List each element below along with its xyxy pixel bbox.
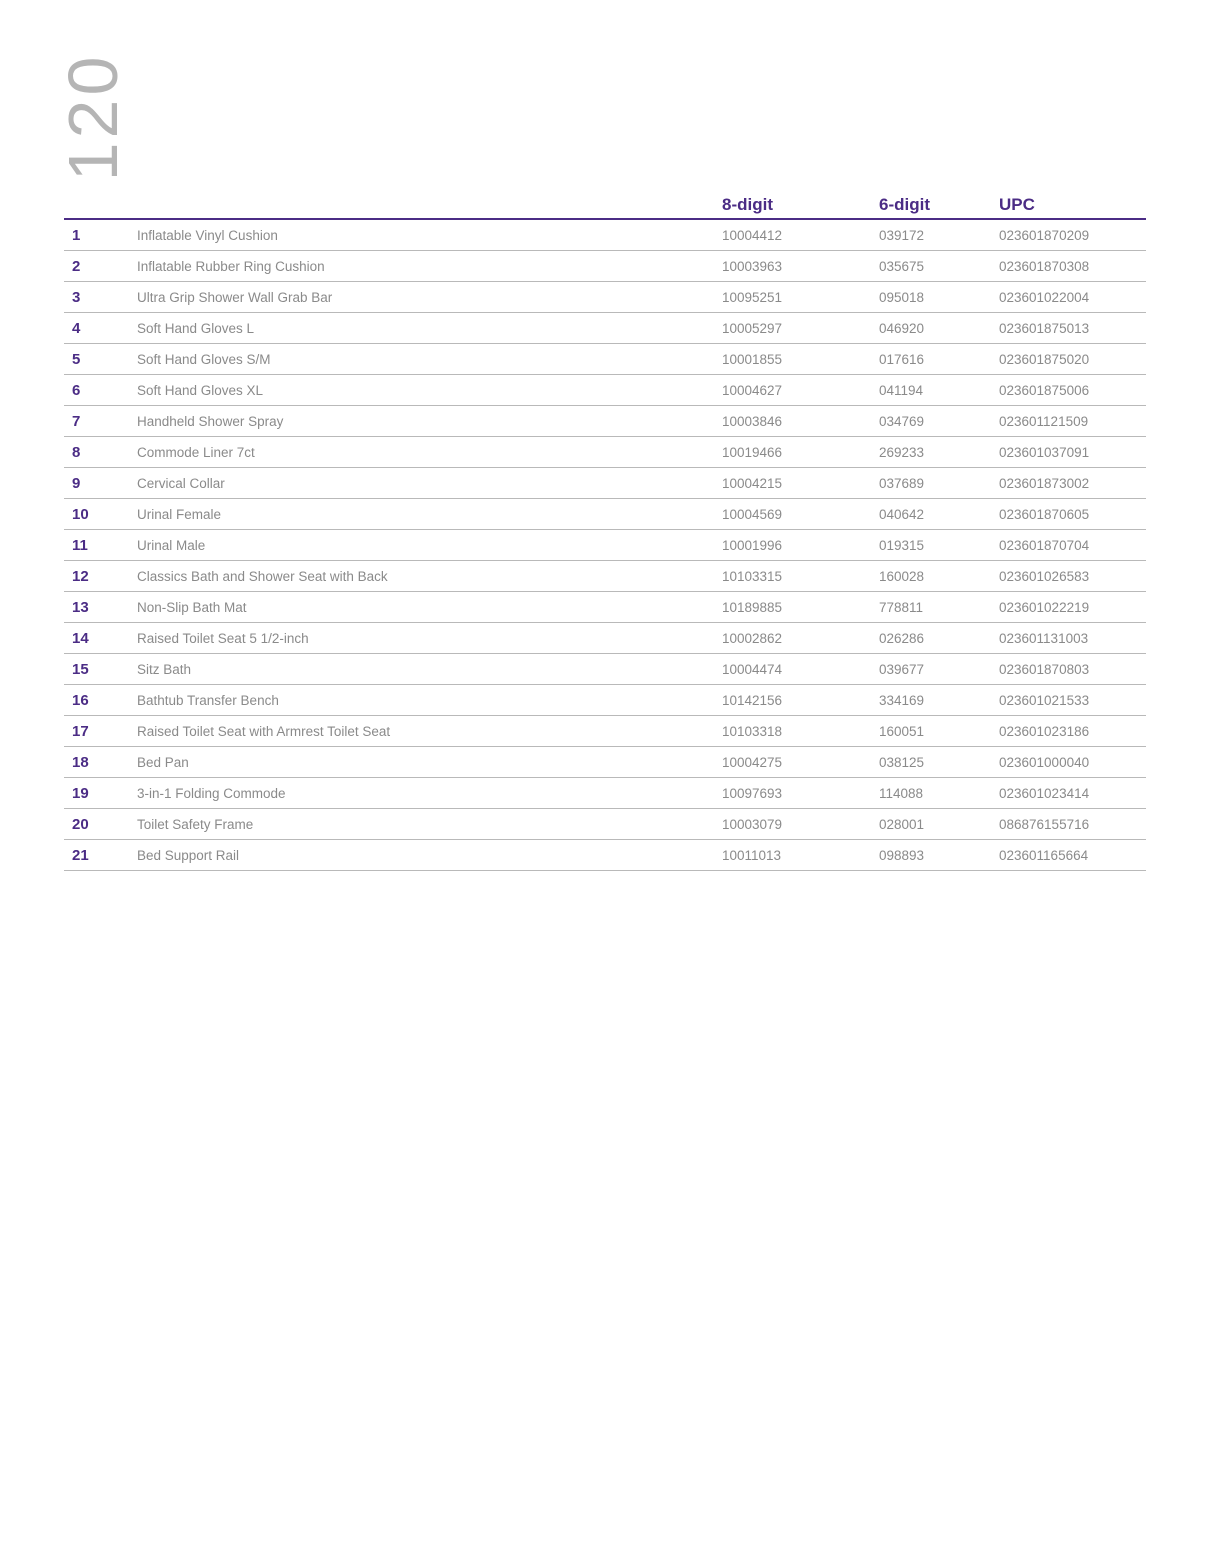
row-description: 3-in-1 Folding Commode <box>129 778 722 809</box>
table-row <box>64 375 1146 406</box>
row-6-digit: 095018 <box>879 282 999 313</box>
row-6-digit: 778811 <box>879 592 999 623</box>
row-number: 6 <box>64 375 129 406</box>
table-row <box>64 809 1146 840</box>
row-description: Inflatable Vinyl Cushion <box>129 219 722 251</box>
row-description: Bed Pan <box>129 747 722 778</box>
row-upc: 023601875020 <box>999 344 1146 375</box>
row-upc: 023601000040 <box>999 747 1146 778</box>
row-8-digit: 10004275 <box>722 747 879 778</box>
row-description: Urinal Female <box>129 499 722 530</box>
row-description: Bathtub Transfer Bench <box>129 685 722 716</box>
table-header <box>64 186 1146 219</box>
row-description: Soft Hand Gloves S/M <box>129 344 722 375</box>
row-description: Inflatable Rubber Ring Cushion <box>129 251 722 282</box>
table-row <box>64 437 1146 468</box>
row-number: 4 <box>64 313 129 344</box>
row-description: Toilet Safety Frame <box>129 809 722 840</box>
table-row <box>64 406 1146 437</box>
row-description: Raised Toilet Seat with Armrest Toilet Seat <box>129 716 722 747</box>
row-number: 1 <box>64 219 129 251</box>
row-number: 21 <box>64 840 129 871</box>
row-upc: 086876155716 <box>999 809 1146 840</box>
row-number: 16 <box>64 685 129 716</box>
row-description: Non-Slip Bath Mat <box>129 592 722 623</box>
row-6-digit: 017616 <box>879 344 999 375</box>
row-upc: 023601121509 <box>999 406 1146 437</box>
table-row <box>64 530 1146 561</box>
row-description: Handheld Shower Spray <box>129 406 722 437</box>
row-8-digit: 10005297 <box>722 313 879 344</box>
row-upc: 023601131003 <box>999 623 1146 654</box>
header-number <box>64 186 129 219</box>
header-description <box>129 186 722 219</box>
row-upc: 023601870605 <box>999 499 1146 530</box>
table-row <box>64 313 1146 344</box>
row-8-digit: 10103318 <box>722 716 879 747</box>
row-description: Commode Liner 7ct <box>129 437 722 468</box>
row-6-digit: 019315 <box>879 530 999 561</box>
row-8-digit: 10004215 <box>722 468 879 499</box>
row-6-digit: 039677 <box>879 654 999 685</box>
row-number: 17 <box>64 716 129 747</box>
row-8-digit: 10002862 <box>722 623 879 654</box>
row-upc: 023601023414 <box>999 778 1146 809</box>
row-6-digit: 041194 <box>879 375 999 406</box>
row-number: 2 <box>64 251 129 282</box>
table-body <box>64 219 1146 871</box>
row-upc: 023601021533 <box>999 685 1146 716</box>
row-upc: 023601037091 <box>999 437 1146 468</box>
table-header-row <box>64 186 1146 219</box>
table-row <box>64 282 1146 313</box>
row-8-digit: 10004412 <box>722 219 879 251</box>
row-number: 14 <box>64 623 129 654</box>
row-upc: 023601875006 <box>999 375 1146 406</box>
row-8-digit: 10001996 <box>722 530 879 561</box>
table-row <box>64 561 1146 592</box>
table-row <box>64 499 1146 530</box>
row-8-digit: 10001855 <box>722 344 879 375</box>
row-number: 12 <box>64 561 129 592</box>
row-6-digit: 028001 <box>879 809 999 840</box>
product-table-container <box>64 186 1146 871</box>
table-row <box>64 344 1146 375</box>
row-number: 9 <box>64 468 129 499</box>
row-6-digit: 098893 <box>879 840 999 871</box>
row-8-digit: 10004474 <box>722 654 879 685</box>
row-number: 15 <box>64 654 129 685</box>
row-description: Ultra Grip Shower Wall Grab Bar <box>129 282 722 313</box>
row-number: 11 <box>64 530 129 561</box>
row-upc: 023601023186 <box>999 716 1146 747</box>
row-description: Urinal Male <box>129 530 722 561</box>
row-8-digit: 10004627 <box>722 375 879 406</box>
row-description: Bed Support Rail <box>129 840 722 871</box>
table-row <box>64 654 1146 685</box>
row-8-digit: 10003963 <box>722 251 879 282</box>
row-number: 5 <box>64 344 129 375</box>
row-description: Soft Hand Gloves XL <box>129 375 722 406</box>
row-upc: 023601165664 <box>999 840 1146 871</box>
row-8-digit: 10095251 <box>722 282 879 313</box>
row-number: 20 <box>64 809 129 840</box>
row-description: Classics Bath and Shower Seat with Back <box>129 561 722 592</box>
row-8-digit: 10189885 <box>722 592 879 623</box>
row-upc: 023601875013 <box>999 313 1146 344</box>
row-6-digit: 026286 <box>879 623 999 654</box>
row-upc: 023601870209 <box>999 219 1146 251</box>
row-upc: 023601026583 <box>999 561 1146 592</box>
header-upc: UPC <box>999 186 1146 219</box>
row-6-digit: 040642 <box>879 499 999 530</box>
row-8-digit: 10003079 <box>722 809 879 840</box>
header-8-digit: 8-digit <box>722 186 879 219</box>
row-8-digit: 10142156 <box>722 685 879 716</box>
row-8-digit: 10103315 <box>722 561 879 592</box>
row-6-digit: 038125 <box>879 747 999 778</box>
table-row <box>64 219 1146 251</box>
row-description: Raised Toilet Seat 5 1/2-inch <box>129 623 722 654</box>
row-6-digit: 037689 <box>879 468 999 499</box>
row-8-digit: 10019466 <box>722 437 879 468</box>
table-row <box>64 251 1146 282</box>
row-8-digit: 10011013 <box>722 840 879 871</box>
row-number: 3 <box>64 282 129 313</box>
row-description: Soft Hand Gloves L <box>129 313 722 344</box>
row-number: 13 <box>64 592 129 623</box>
table-row <box>64 592 1146 623</box>
row-6-digit: 034769 <box>879 406 999 437</box>
row-description: Sitz Bath <box>129 654 722 685</box>
row-upc: 023601870803 <box>999 654 1146 685</box>
table-row <box>64 623 1146 654</box>
row-6-digit: 160051 <box>879 716 999 747</box>
header-6-digit: 6-digit <box>879 186 999 219</box>
row-upc: 023601870704 <box>999 530 1146 561</box>
row-8-digit: 10097693 <box>722 778 879 809</box>
table-row <box>64 840 1146 871</box>
row-upc: 023601022004 <box>999 282 1146 313</box>
row-8-digit: 10004569 <box>722 499 879 530</box>
table-row <box>64 468 1146 499</box>
row-6-digit: 334169 <box>879 685 999 716</box>
row-number: 18 <box>64 747 129 778</box>
product-table <box>64 186 1146 871</box>
row-6-digit: 039172 <box>879 219 999 251</box>
row-upc: 023601022219 <box>999 592 1146 623</box>
table-row <box>64 716 1146 747</box>
page-number: 120 <box>54 52 132 182</box>
row-6-digit: 035675 <box>879 251 999 282</box>
row-6-digit: 160028 <box>879 561 999 592</box>
table-row <box>64 685 1146 716</box>
row-6-digit: 269233 <box>879 437 999 468</box>
row-number: 10 <box>64 499 129 530</box>
table-row <box>64 778 1146 809</box>
row-upc: 023601873002 <box>999 468 1146 499</box>
row-number: 8 <box>64 437 129 468</box>
row-6-digit: 046920 <box>879 313 999 344</box>
row-description: Cervical Collar <box>129 468 722 499</box>
table-row <box>64 747 1146 778</box>
row-6-digit: 114088 <box>879 778 999 809</box>
row-upc: 023601870308 <box>999 251 1146 282</box>
row-number: 7 <box>64 406 129 437</box>
row-8-digit: 10003846 <box>722 406 879 437</box>
row-number: 19 <box>64 778 129 809</box>
